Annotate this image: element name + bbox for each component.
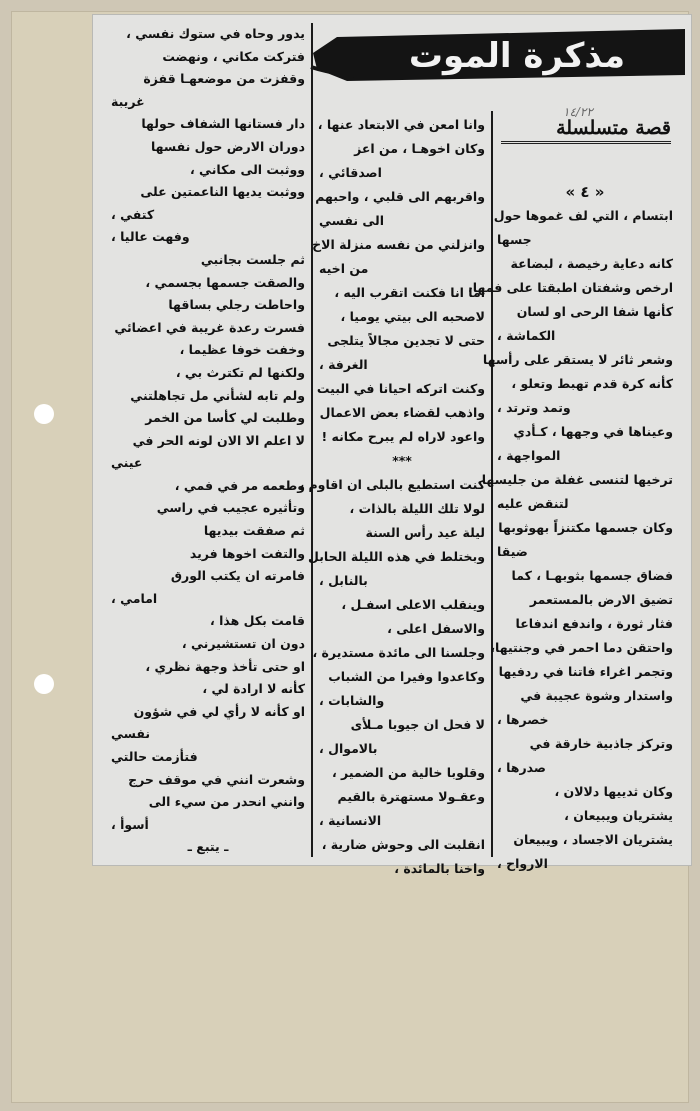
text-line: وكان ثدييها دلالان ، [554,784,673,799]
text-line: وانني انحدر من سيء الى [148,794,305,810]
text-line: ارخص وشفتان اطبقتا على فمها، [468,280,673,295]
text-line: وتركز جاذبية خارقة في [529,736,673,751]
text-line: فثار ثورة ، واندفع اندفاعا [515,616,673,631]
text-line: ابتسام ، التي لف غموها حول [493,208,673,223]
text-line: كأنها شفا الرحى او لسان [516,304,673,319]
text-line: وخفت خوفا عظيما ، [179,342,305,358]
text-line: وكان اخوهـا ، من اعز [354,141,485,156]
text-line: حتى لا تجدين مجالاً يتلجى [327,333,485,348]
text-line: واعود لاراه لم يبرح مكانه ! [321,429,485,444]
text-line: واخنا بالمائدة ، [394,861,485,876]
masthead-title: مذكرة الموت [408,36,626,76]
text-line: لاصحبه الى بيتي يوميا ، [340,309,485,324]
article-column-left [111,23,305,859]
text-line: وقفزت من موضعهـا قفزة [143,71,305,87]
text-line: دون ان تستشيرني ، [181,636,305,652]
text-line: وجلسنا الى مائدة مستديرة ، [312,645,485,660]
text-line: واذهب لقضاء بعض الاعمال [319,405,485,420]
text-line: وتأثيره عجيب في راسي [156,500,305,516]
text-line: وكاعدوا وفيرا من الشباب [328,669,485,684]
text-line: وينقلب الاعلى اسفـل ، [341,597,485,612]
masthead-banner [307,23,689,85]
text-line: دوران الارض حول نفسها [150,138,305,154]
text-line: كنت استطيع بالبلى ان اقاوم ، [299,477,485,492]
text-line: بالنابل ، [319,573,368,588]
text-line: كتفي ، [111,206,155,222]
text-line: كانه دعاية رخيصة ، لبضاعة [510,256,673,271]
article-column-right [468,180,673,876]
text-line: وعيناها في وجهها ، كـأدي [513,424,673,439]
column-rule-left [311,23,313,857]
text-line: فضاق جسمها بثوبهـا ، كما [511,568,673,583]
text-line: لولا تلك الليلة بالذات ، [349,501,485,516]
text-line: ليلة عيد رأس السنة [365,525,485,540]
story-title: قصة متسلسلة [501,117,671,144]
text-line: فتركت مكاني ، ونهضت [162,48,305,64]
text-line: والصقت جسمها بجسمي ، [145,274,305,290]
text-line: ولم تابه لشأني مل تجاهلتني [130,387,305,403]
text-line: لا اعلم الا الان لونه الحر في [132,432,305,448]
newspaper-clipping [92,14,692,876]
text-line: الكماشة ، [497,328,556,343]
text-line: يشتريان ويبيعان ، [564,808,673,823]
text-line: اما انا فكنت اتقرب اليه ، [334,285,485,300]
text-line: بالاموال ، [319,741,378,756]
text-line: الانسانية ، [319,813,382,828]
text-line: فامرته ان يكتب الورق [170,568,305,584]
text-line: ووثبت يديها الناعمتين على [140,184,305,200]
text-line: وشعر ثائر لا يستقر على رأسها [482,352,673,367]
text-line: ثم جلست بجانبي [200,251,305,267]
text-line: واستدار وشوة عجيبة في [520,688,673,703]
text-line: *** [392,453,412,468]
text-line: الغرفة ، [319,357,368,372]
text-line: يشتريان الاجساد ، ويبيعان [513,832,673,847]
text-line: وتجمر اغراء فاتنا في ردفيها [498,664,673,679]
text-line: ولكنها لم تكترث بي ، [175,364,305,380]
text-line: ترخيها لتنسى غفلة من جليسها [481,472,673,487]
text-line: جسها [497,232,532,247]
text-line: واحتقن دما احمر في وجنتيها، [490,640,673,655]
text-line: وكان جسمها مكتنزاً بهوثوبها [498,520,673,535]
text-line: كأنه كرة قدم تهبط وتعلو ، [511,376,673,391]
text-line: واقربهم الى قلبي ، واحبهم [315,189,485,204]
text-line: صدرها ، [497,760,546,775]
text-line: تضيق الارض بالمستعمر [529,592,673,607]
text-line: وطلبت لي كأسا من الخمر [145,410,305,426]
text-line: عيني [111,455,143,471]
text-line: وانا امعن في الابتعاد عنها ، [317,117,485,132]
text-line: غريبة [111,93,145,109]
text-line: يدور وحاه في ستوك نفسي ، [126,26,305,41]
text-line: فتأزمت حالتي [111,749,198,764]
text-line: فسرت رعدة غريبة في اعضائي [114,319,305,335]
article-column-middle [299,113,485,881]
punch-hole-bottom [34,674,54,694]
text-line: ووثبت الى مكاني ، [189,161,305,177]
text-line: وتمد وترتد ، [497,400,571,415]
punch-hole-top [34,404,54,424]
text-line: الارواح ، [497,856,548,871]
text-line: وعقـولا مستهترة بالقيم [337,789,485,804]
text-line: أسوأ ، [111,816,149,832]
text-line: وكنت اتركه احيانا في البيت [316,381,485,396]
text-line: الى نفسي [319,213,385,228]
text-line: او حتى تأخذ وجهة نظري ، [145,658,305,674]
text-line: والتفت اخوها فريد [189,545,305,561]
text-line: والاسفل اعلى ، [387,621,485,636]
text-line: انقلبت الى وحوش ضارية ، [321,837,485,852]
text-line: لا فحل ان جيوبا مـلأى [350,717,485,732]
text-line: والشابات ، [319,693,385,708]
text-line: وفهت عاليا ، [111,229,190,245]
text-line: كأنه لا ارادة لي ، [202,681,305,697]
episode-number: « ٤ » [565,183,605,201]
text-line: وشعرت انني في موقف حرج [128,771,305,787]
text-line: من اخيه [319,261,369,276]
text-line: وقلوبا خالية من الضمير ، [331,765,485,780]
text-line: لتنقض عليه [497,496,569,511]
text-line: وانزلني من نفسه منزلة الاخ [312,237,485,252]
text-line: اصدقائي ، [319,165,382,180]
text-line: ثم صفقت بيديها [203,523,305,539]
text-line: واحاطت رجلي بساقها [168,297,305,313]
text-line: نفسي [111,726,151,742]
text-line: امامي ، [111,590,158,606]
text-line: المواجهة ، [497,448,561,463]
text-line: او كأنه لا رأي لي في شؤون [133,703,305,719]
text-line: خصرها ، [497,712,549,727]
text-line: دار فستانها الشفاف حولها [141,116,305,132]
text-line: ـ يتبع ـ [187,839,229,855]
text-line: ضيقا [497,544,528,559]
text-line: وبختلط في هذه الليلة الحابل [308,549,485,564]
text-line: وطعمه مر في فمي ، [174,477,305,493]
handwritten-date-note: ١٤/٢٢ [563,105,593,119]
text-line: قامت بكل هذا ، [210,613,305,629]
